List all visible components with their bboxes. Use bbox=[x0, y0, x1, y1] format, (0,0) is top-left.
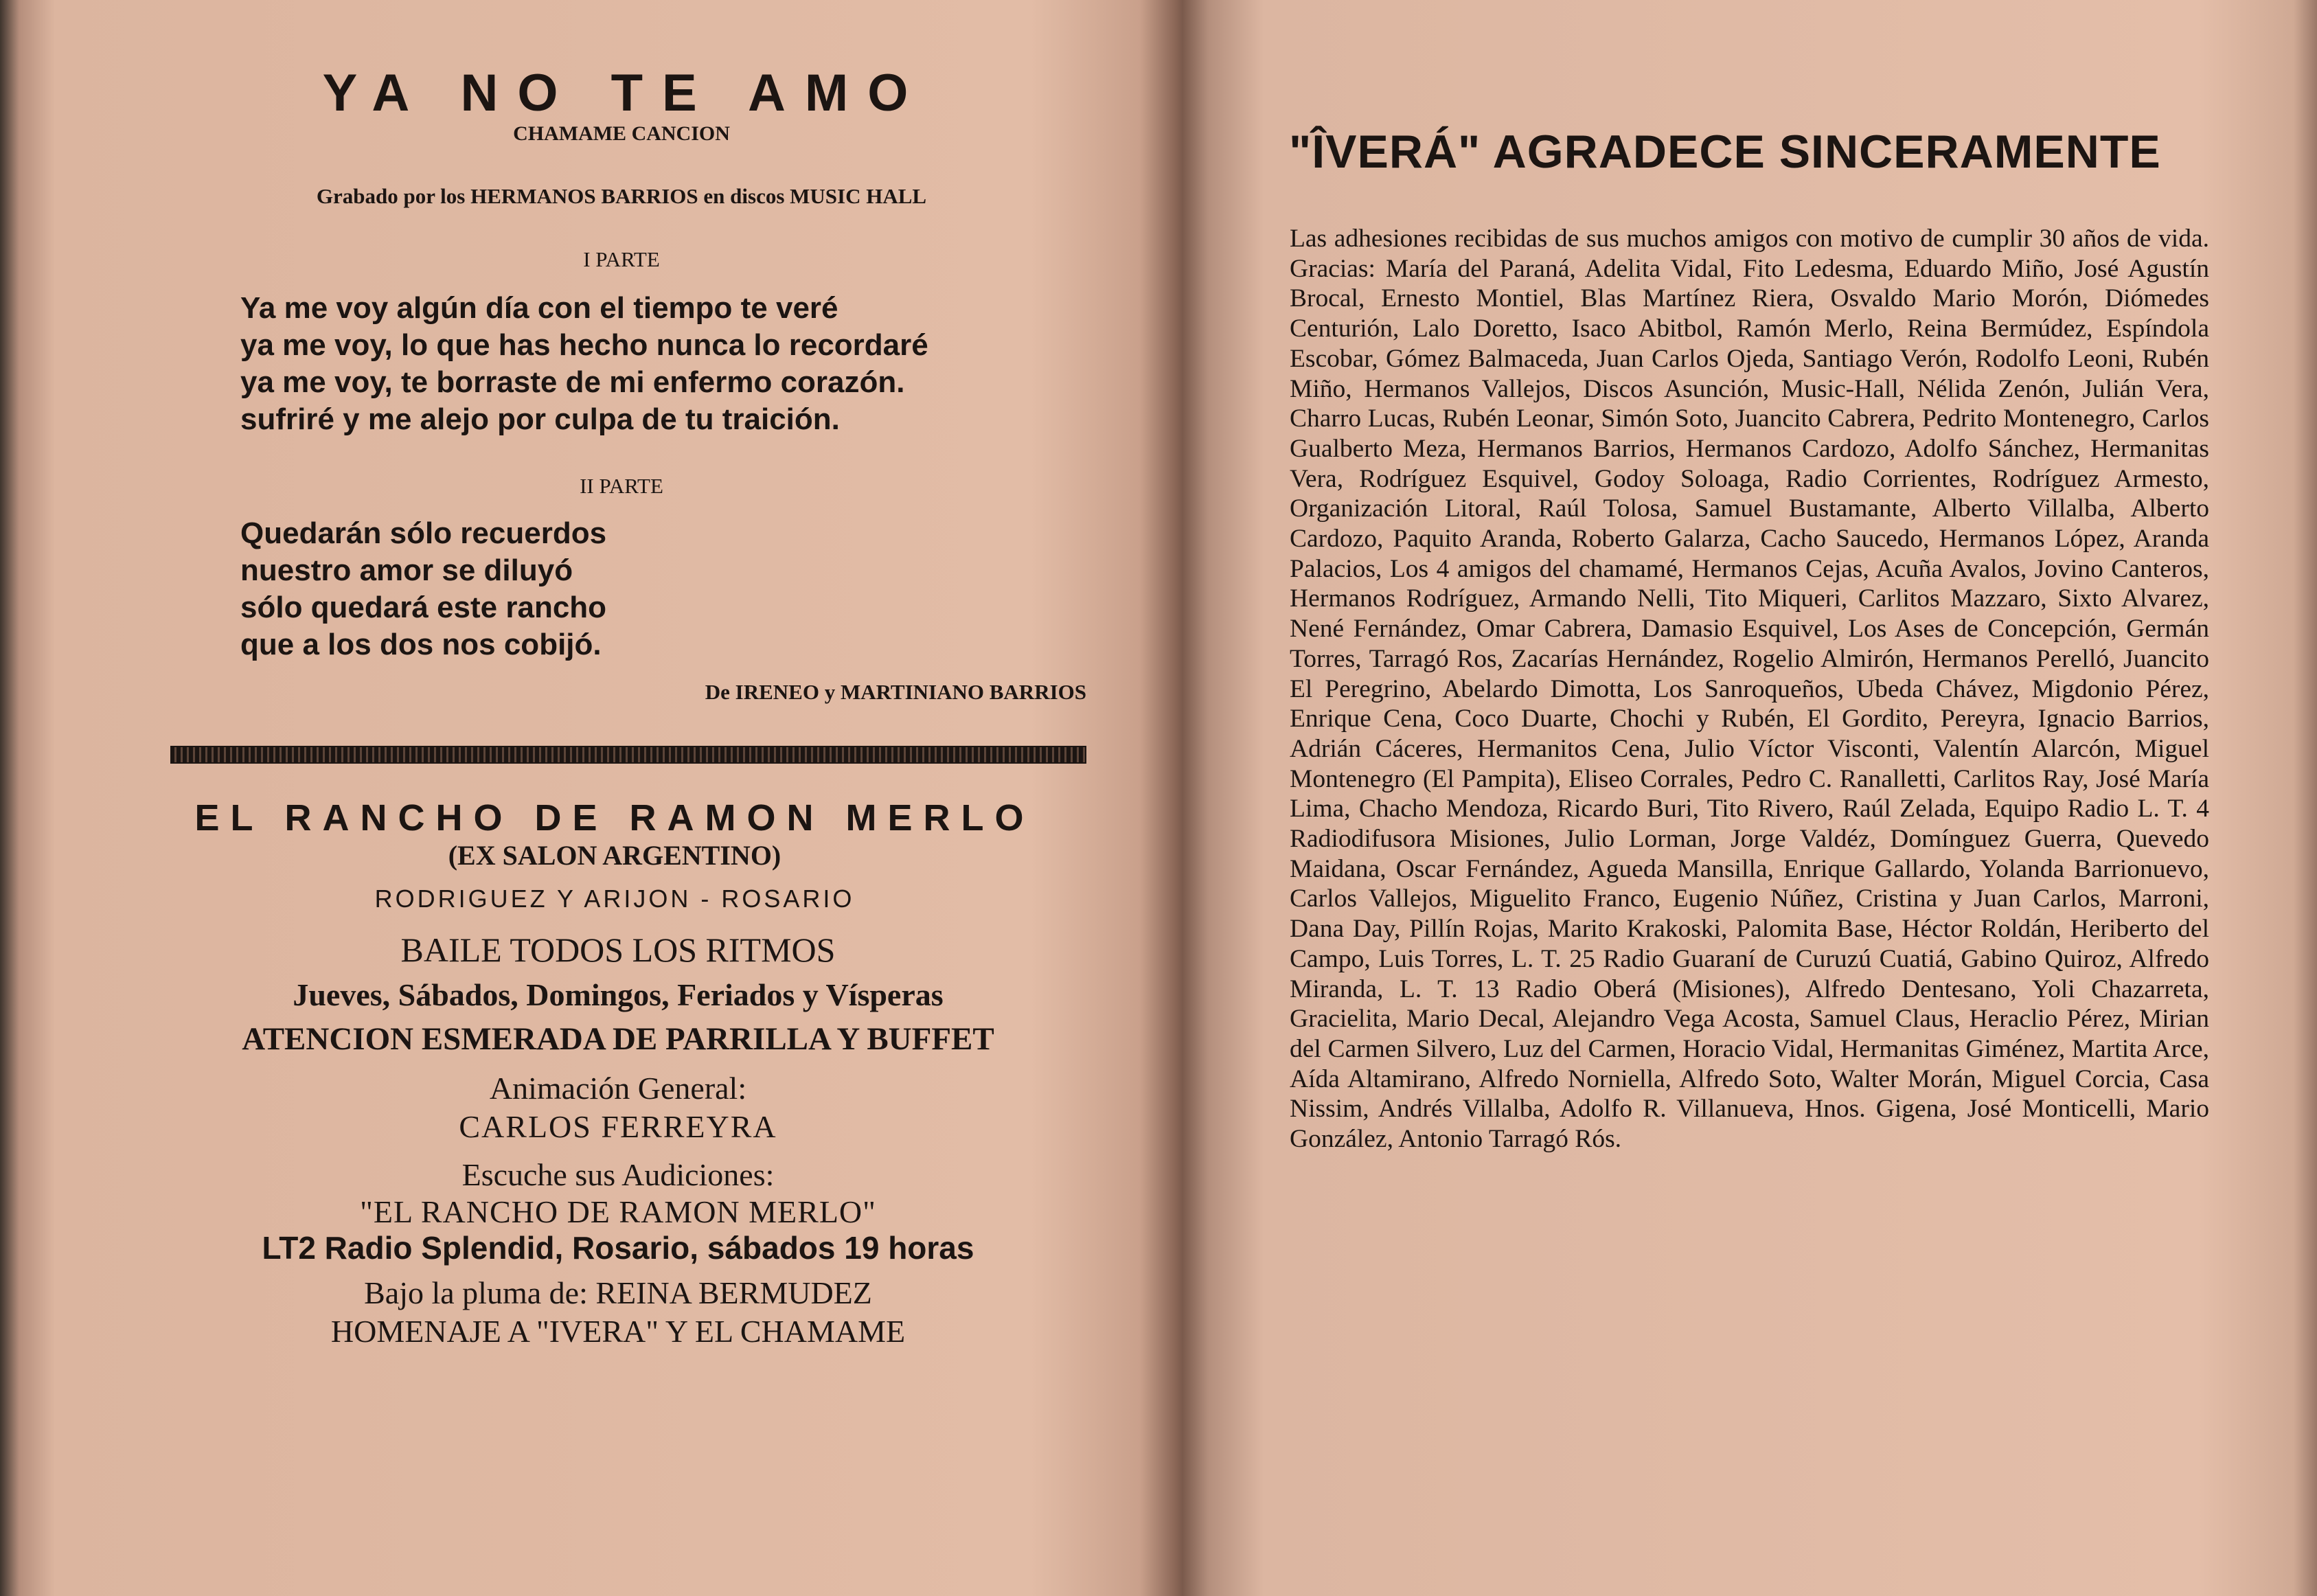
ad-animation-name: CARLOS FERREYRA bbox=[459, 1109, 777, 1144]
verse-line: Ya me voy algún día con el tiempo te veré bbox=[240, 291, 838, 325]
song-genre: CHAMAME CANCION bbox=[513, 122, 730, 145]
ad-days-line: Jueves, Sábados, Domingos, Feriados y Vísperas bbox=[293, 977, 944, 1012]
part-one-label: I PARTE bbox=[583, 247, 660, 271]
ad-tribute-line: HOMENAJE A "IVERA" Y EL CHAMAME bbox=[330, 1314, 906, 1349]
verse-line: nuestro amor se diluyó bbox=[240, 554, 573, 587]
verse-line: ya me voy, te borraste de mi enfermo corazón. bbox=[240, 365, 905, 399]
part-one-verse bbox=[240, 290, 1064, 438]
verse-line: sólo quedará este rancho bbox=[240, 591, 607, 624]
verse-line: que a los dos nos cobijó. bbox=[240, 628, 602, 661]
ad-radio-line: LT2 Radio Splendid, Rosario, sábados 19 horas bbox=[262, 1230, 974, 1266]
verse-line: Quedarán sólo recuerdos bbox=[240, 516, 607, 550]
ad-service-line: ATENCION ESMERADA DE PARRILLA Y BUFFET bbox=[242, 1021, 994, 1057]
ad-animation-label: Animación General: bbox=[489, 1071, 747, 1106]
part-two-label: II PARTE bbox=[580, 474, 663, 498]
ad-program-name: "EL RANCHO DE RAMON MERLO" bbox=[360, 1194, 876, 1229]
ad-dance-line: BAILE TODOS LOS RITMOS bbox=[400, 931, 836, 969]
verse-line: ya me voy, lo que has hecho nunca lo recordaré bbox=[240, 328, 928, 362]
part-two-verse bbox=[240, 515, 1064, 663]
thanks-title: "ÎVERÁ" AGRADECE SINCERAMENTE bbox=[1289, 126, 2161, 178]
right-page bbox=[1183, 0, 2317, 1596]
thanks-body: Las adhesiones recibidas de sus muchos amigos con motivo de cumplir 30 años de vida. Gracias: María del Paraná, Adelita Vidal, Fito Ledesma, Eduardo Miño, José Agustín Brocal, Ernesto Montiel, Blas Martínez Riera, Osvaldo Mario Morón, Diómedes Centurión, Lalo Doretto, Isaco Abitbol, Ramón Merlo, Reina Bermúdez, Espíndola Escobar, Gómez Balmaceda, Juan Carlos Ojeda, Santiago Verón, Rodolfo Leoni, Rubén Miño, Hermanos Vallejos, Discos Asunción, Music-Hall, Nélida Zenón, Julián Vera, Charro Lucas, Rubén Leonar, Simón Soto, Juancito Cabrera, Pedrito Montenegro, Carlos Gualberto Meza, Hermanos Barrios, Hermanos Cardozo, Adolfo Sánchez, Hermanitas Vera, Rodríguez Esquivel, Godoy Soloaga, Radio Corrientes, Rodríguez Armesto, Organización Litoral, Raúl Tolosa, Samuel Bustamante, Alberto Villalba, Alberto Cardozo, Paquito Aranda, Roberto Galarza, Cacho Saucedo, Hermanos López, Aranda Palacios, Los 4 amigos del chamamé, Hermanos Cejas, Acuña Avalos, Jovino Canteros, Hermanos Rodríguez, Armando Nelli, Tito Miqueri, Carlitos Mazzaro, Sixto Alvarez, Nené Fernández, Omar Cabrera, Damasio Esquivel, Los Ases de Concepción, Germán Torres, Tarragó Ros, Zacarías Hernández, Rogelio Almirón, Hermanos Perelló, Juancito El Peregrino, Abelardo Dimotta, Los Sanroqueños, Ubeda Chávez, Migdonio Pérez, Enrique Cena, Coco Duarte, Chochi y Rubén, El Gordito, Pereyra, Ignacio Barrios, Adrián Cáceres, Hermanitos Cena, Julio Víctor Visconti, Valentín Alarcón, Miguel Montenegro (El Pampita), Eliseo Corrales, Pedro C. Ranalletti, Carlitos Ray, José María Lima, Chacho Mendoza, Ricardo Buri, Tito Rivero, Raúl Zelada, Equipo Radio L. T. 4 Radiodifusora Misiones, Julio Lorman, Jorge Valdéz, Domínguez Guerra, Quevedo Maidana, Oscar Fernández, Agueda Mansilla, Enrique Gallardo, Yolanda Barrionuevo, Carlos Vallejos, Miguelito Franco, Eugenio Núñez, Cristina y Juan Carlos, Marroni, Dana Day, Pillín Rojas, Marito Krakoski, Palomita Base, Héctor Roldán, Heriberto del Campo, Luis Torres, L. T. 25 Radio Guaraní de Curuzú Cuatiá, Gabino Quiroz, Alfredo Miranda, L. T. 13 Radio Oberá (Misiones), Alfredo Dentesano, Yoli Chazarreta, Gracielita, Mario Decal, Alejandro Vega Acosta, Samuel Claus, Heraclio Pérez, Mirian del Carmen Silvero, Luz del Carmen, Horacio Vidal, Hermanitas Giménez, Martita Arce, Aída Altamirano, Alfredo Norniella, Alfredo Soto, Walter Morán, Miguel Corcia, Casa Nissim, Andrés Villalba, Adolfo R. Villanueva, Hnos. Gigena, José Monticelli, Mario González, Antonio Tarragó Rós. bbox=[1290, 225, 2209, 1154]
ad-address: RODRIGUEZ Y ARIJON - ROSARIO bbox=[374, 885, 855, 913]
song-credit: Grabado por los HERMANOS BARRIOS en discos MUSIC HALL bbox=[316, 184, 927, 208]
song-authors: De IRENEO y MARTINIANO BARRIOS bbox=[705, 680, 1086, 704]
ad-listen-line: Escuche sus Audiciones: bbox=[461, 1157, 775, 1192]
ornamental-divider bbox=[170, 746, 1086, 764]
ad-pen-line: Bajo la pluma de: REINA BERMUDEZ bbox=[364, 1275, 872, 1310]
verse-line: sufriré y me alejo por culpa de tu traición. bbox=[240, 402, 840, 436]
ad-subtitle: (EX SALON ARGENTINO) bbox=[448, 840, 781, 871]
song-title: YA NO TE AMO bbox=[322, 64, 928, 122]
ad-title: EL RANCHO DE RAMON MERLO bbox=[194, 797, 1035, 839]
